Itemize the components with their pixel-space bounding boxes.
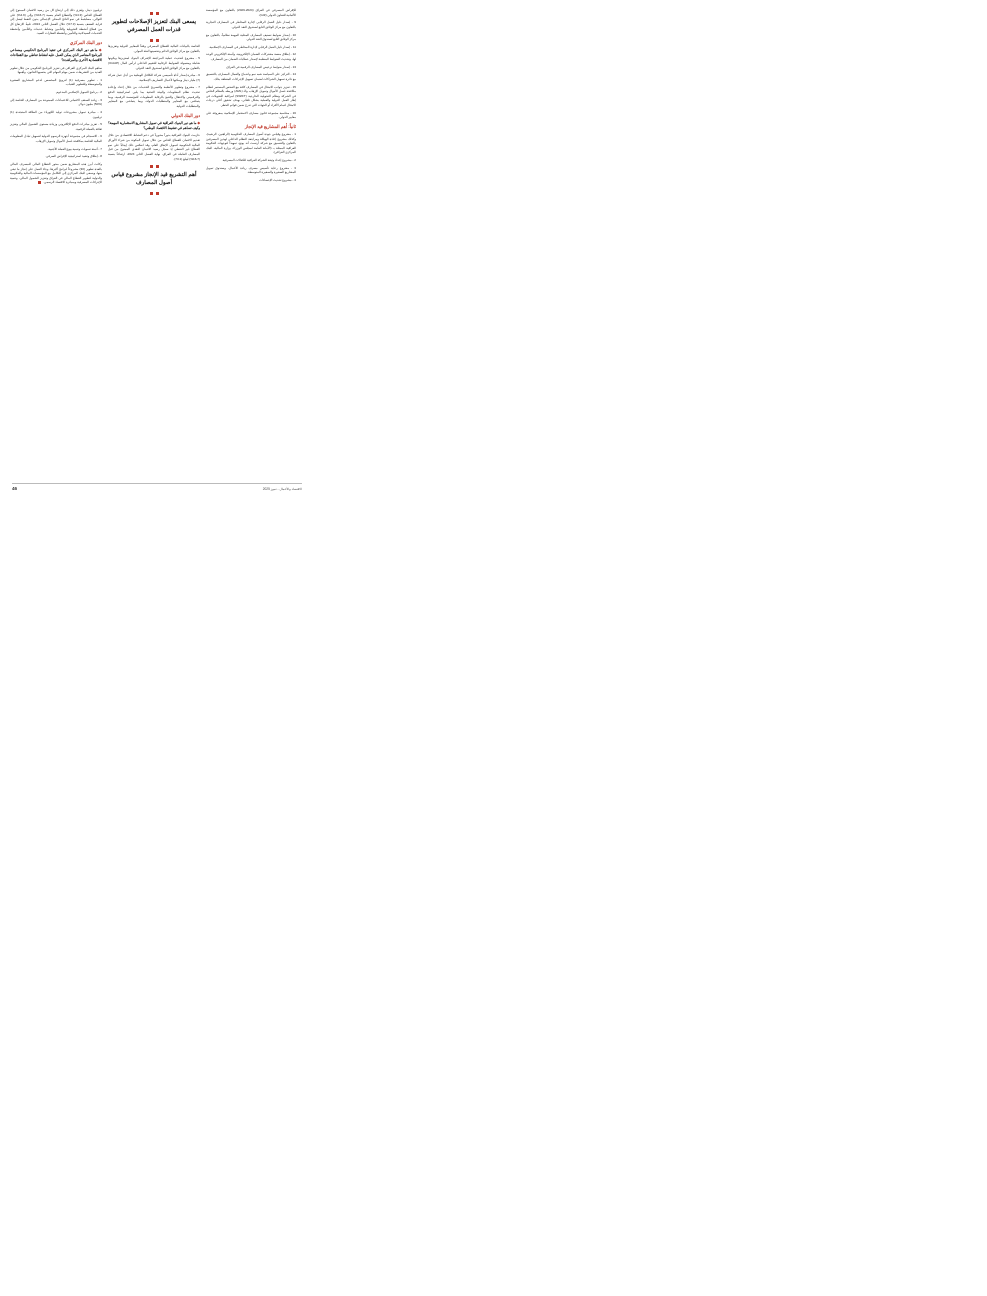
interview-question (10, 48, 102, 63)
paragraph: 1 - تطوير مصرفية (1) لترويج المخصص لدعم المشاريع الصغيرة والمتوسطة وللتطوير الشباب. (10, 77, 102, 87)
paragraph: 13 - إصدار ضوابط ترخيص المصارف الرقمية في العراق. (225, 64, 296, 69)
column-middle (108, 8, 200, 463)
ornament-squares (108, 191, 200, 195)
paragraph: 15 - تعزيز جوانب الامتثال في المصارف كافة مع الفحص المستمر لنظام مكافحة غسل الأموال وتمويل الإرهاب والـ (AML) وربطه بالنظام الخاص في الشركة ونظام التحويلية الخارجية (SWIFT) لمراقبة التحويلات في إطار العمل الدولية والعملية بشكل تلقائي، بهدف تحقيق أعلى درجات الامتثال لتمام الأفراد أو الجهات التي تدرج ضمن قوائم الحظر. (206, 84, 297, 107)
question-bullet-icon: ◆ (97, 47, 102, 52)
paragraph: 11 - إصدار دليل العمل الرقابي لإدارة المخاطر في المصارف الإسلامية. (208, 44, 296, 49)
paragraph: 12 - إطلاق منصة مشتركات الضمان الإلكترونية، وأتمتة الإلكتروني الوحد لها، وتحديث الضوابط المنظمة لإصدار خطابات الضمان من المصارف. (206, 52, 296, 61)
paragraph: ساهم البنك المركزي العراقي في تعزيز البرنامج الحكومي من خلال تطوير العديد من التشريعات ضمن مهام المهام التي بحسبها القانون، وأهمها: (10, 65, 102, 75)
end-mark-icon (38, 181, 41, 184)
paragraph: 7 - مشروع وتطوير الأنظمة والتصريح الخدمات من خلال إعداد وإعادة تحديث نظام المعلومات والبيئة التحتية بما يلبي استراتيجية الدفع والترقميني والانتقال والتنبؤ بالرقابة المعلومات للمؤسسة الرقمية، ويما يتماشى مع المعايير والمتطلبات الدولة، ويما يتماشى مع المعايير والمتطلبات الدولية. (108, 85, 200, 108)
paragraph: 7 - أتمتة تسويات وتنمية بيوع العملة الأجنبية. (47, 146, 102, 151)
paragraph: 2 - مشروع إعداد وثيقة الشركة العراقية للكفالات المصرفية. (221, 158, 296, 162)
paragraph: 4 - مشروع تحديث الإحصاءات (259, 177, 296, 182)
paragraph: 10 - إصدار ضوابط تصنيف المصارف المحلية المهمة نظامياً، بالتعاون مع مركز الوثائق التابع لصندوق النقد الدولي. (206, 32, 296, 42)
ornament-squares (108, 38, 200, 42)
paragraph: 8 - إطلاق وتنفيذ استراتيجية الإقراض الصرفي. (45, 154, 102, 159)
article-columns (6, 8, 296, 463)
paragraph: 5 - مشروع لتحديث عملية المراجعة الإشراف البنوك لمعزيزها وبكونها شاملة ومعمولة الضوابط الرقابية للتقييم الداخلي لرأس المال (ICAAP) بالتعاون مع مركز الوثائق التابع لصندوق النقد الدولي. (108, 56, 200, 70)
paragraph: حازمت البنوك العراقية بدوراً محورياً في دعم النشاط الاقتصادي من خلال تقديم الائتمان للقطاع الخاص من خلال تمويل المكونة من شراء الأوراق المالية الحكومية لتمويل الإنفاق العام، وقد انعكس ذلك إيجاباً على نمو القطاع غير النفطي إذ سجل رصيد الائتمان النقدي الممنوح من قبل المصارف العاملة في العراق، نهاية الفصل الثاني 2024، ارتفاعاً بنسبة (16.7%) ليبلغ (73.1). (108, 133, 200, 161)
paragraph: 3 - مشروع رعاية تأسيس مصرف ريادة الأعمال، وصندوق تمويل المشاريع الصغيرة والصغيرة المتوسطة. (206, 165, 296, 175)
column-left (206, 8, 296, 463)
subheading-world-bank-role: دور البنك الدولي (171, 112, 200, 118)
footer-note: الاقتصاد والأعمال - تموز 2025 (262, 486, 302, 491)
article-sheet (6, 8, 302, 491)
paragraph: 3 - زيادة السقف الائتماني للاعتمادات الممنوحة من المصارف الخاصة إلى (%50) مليون دولار. (10, 97, 102, 107)
paragraph: 6 - الانسجام في مجموعة أجهزة الرسوم الدولية لتسهيل تبادل المعلومات المالية الخاصة بمكافحة غسل الأموال وتمويل الإرهاب. (10, 134, 102, 144)
paragraph: 1 - مشروع وقياس جودة أصول المصارف الحكومية (الراهنين، الرشيد)، وكذلك مشروع إعادة الهيكلة ومراجعة النظام الداخلي لهذين المصرفين بالتعاون والتنسيق مع شركة أرنست أند يونغ، تمهيداً لتوجهات الحكومة العراقية الممثلة بـ (الأمانة العامة لمجلس الوزراء، وزارة المالية، البنك المركزي العراقي). (206, 131, 296, 155)
question-text: ما هو دور البنك المركزي في تنفيذ البرنامج الحكومي ومساعي البرنامج المعاصر الذي يمكن العمل عليه لنشاط تعاطي مع القطاعات الاقتصادية الأخرى والمراشدة؟ (10, 47, 102, 62)
paragraph: 9 - إصدار دليل العمل الرقابي لإدارة المخاطر في المصارف التجارية بالتعاون مع مركز الوثائق التابع لصندوق النقد الدولي. (206, 20, 296, 29)
paragraph: الخاصة بالبيانات المالية للقطاع المصرفي وفقاً للمعايير الدولية وتعزيزها بالتعاون مع مركز الوثائق الدائم وتحسينها لفئة المولي. (108, 44, 200, 53)
subheading-projects: ثانياً: أهم المشاريع قيد الإنجاز (244, 123, 296, 129)
subheading-central-bank-role: دور البنك المركزي (69, 39, 102, 45)
paragraph: 14 - التركيز على السياسة شبه نمو واندماج والعمال المصارف بالتنسيق مع دائرة تسهيل الشراكات لضمان تسهيل الإجراءات المتعلقة بذلك. (206, 72, 296, 81)
closing-text: وكانت أبرز هذه المشاريع ضمن محور القطاع المالي للمصرف المالي بالعدة تطوير (30) مشروعاً لبرامج أكبرها، وجاء العمل على إنجاز ما تبقى منها، ويسعى البنك المركزي إلى التكامل مع المؤسسات المالية والحكومية والدولية لتطوير القطاع المالي في العراق وتعزيز الشمول المالي، وتنمية الإجراءات المصرفية وبمبادرة الاقتصاد الرسمي. (10, 161, 103, 185)
column-right (10, 8, 102, 463)
paragraph: تريليون دينار، ويُعزى ذلك إلى ارتفاع كل من رصيد الائتمان الممنوح إلى القطاع الخاص (4.3%) والقطاع العام بنسبة (16.7%) وإلى (4.9%) على التوالي، مساهمةً في نمو الناتج المحلي الإجمالي بدون النفط ليصل إلى قرابة الضعف بنسبة (7.3%) خلال الفصل الثاني 2024، تلبيةً الارتفاع كل من قطاع أنشطة التحويلية والتأمين ونشاط خدمات والتأمين وأنشطة الخدمات الصيدلانية والتأمين وأنشطة العقارات الصيد. (10, 8, 103, 36)
paragraph: 4 - مبادرة تمويل مشروعات توليد الكهرباء من الطاقة المتجددة (1) تريليون. (10, 109, 102, 119)
paragraph (10, 162, 102, 185)
page-number: 46 (12, 486, 18, 491)
footer-rule (12, 483, 302, 484)
pullquote-headline: أهم التشريع قيد الإنجاز مشروع قياس أصول المصارف (111, 172, 197, 186)
paragraph: للإقراض المصرفي في العراق (2024-2029) بالتعاون مع المؤسسة الألمانية للتعاون الدولي (GIZ). (206, 8, 296, 17)
paragraph: 6 - مبادرة إصدار أداة تأسيسي شركة التكافل الوطنية من أجل عمل شركة (7) مليار دينار ويمكنها لأعمال التصاريف الإسلامية. (108, 73, 200, 82)
question-text: ما هو دور البنوك العراقية في تمويل المشاريع الاستثمارية المهمة؟ وكيف تساهم في تنشيط الاقتصاد الوطني؟ (108, 120, 200, 130)
ornament-squares (108, 11, 200, 15)
ornament-squares (108, 164, 200, 168)
paragraph: 16 - محاسبة مجموعة قانون مصارف الاستثمار الإسلامية بمعروفة على معايير الدولي. (206, 110, 296, 120)
page-footer (12, 486, 302, 491)
question-bullet-icon: ◆ (196, 120, 200, 125)
paragraph: 2 - برنامج التمويل الإسلامي المدعوم. (55, 90, 102, 95)
article-headline: يسعى البنك لتعزيز الإصلاحات لتطوير قدرات العمل المصرفي (111, 19, 197, 33)
interview-question (108, 121, 200, 131)
paragraph: 5 - تعزيز مبادرات الدفع الإلكتروني وزيادة مستوى الشمول المالي وتعزيز ثقافة بالعملة الرقمية. (10, 122, 102, 131)
